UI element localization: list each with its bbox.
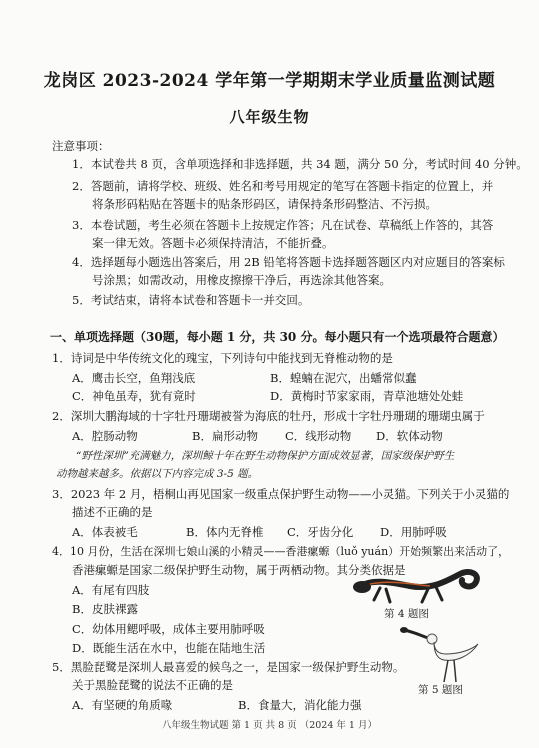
option: C．幼体用鳃呼吸，成体主要用肺呼吸 bbox=[72, 622, 265, 636]
option: D．用肺呼吸 bbox=[380, 525, 447, 539]
notes-item: 3．本卷试题，考生必须在答题卡上按规定作答；凡在试卷、草稿纸上作答的，其答 bbox=[72, 218, 494, 232]
option: C．牙齿分化 bbox=[287, 525, 354, 539]
option: A．有坚硬的角质喙 bbox=[72, 698, 173, 712]
question-stem: 描述不正确的是 bbox=[72, 505, 153, 519]
question-stem: 4．10 月份，生活在深圳七娘山溪的小精灵——香港瘰螈（luǒ yuán）开始频繁出来活动了， bbox=[52, 545, 510, 558]
option: D．既能生活在水中，也能在陆地生活 bbox=[72, 641, 266, 655]
option: B．体内无脊椎 bbox=[186, 525, 264, 539]
exam-title: 龙岗区 2023-2024 学年第一学期期末学业质量监测试题 bbox=[43, 71, 496, 91]
option: A．体表被毛 bbox=[72, 525, 138, 539]
notes-item: 5．考试结束，请将本试卷和答题卡一并交回。 bbox=[72, 293, 310, 307]
question-stem: 3．2023 年 2 月，梧桐山再见国家一级重点保护野生动物——小灵猫。下列关于小灵猫的 bbox=[52, 487, 510, 501]
notes-item: 1．本试卷共 8 页，含单项选择和非选择题，共 34 题，满分 50 分，考试时间 40 分钟。 bbox=[72, 157, 528, 171]
notes-item: 2．答题前，请将学校、班级、姓名和考号用规定的笔写在答题卡指定的位置上，并 bbox=[72, 179, 494, 193]
option: D．黄梅时节家家雨，青草池塘处处蛙 bbox=[270, 389, 464, 403]
option: B．扁形动物 bbox=[192, 429, 258, 443]
notes-item: 号涂黑；如需改动，用橡皮擦擦干净后，再选涂其他答案。 bbox=[92, 273, 391, 287]
section-heading: 一、单项选择题（30题，每小题 1 分，共 30 分。每小题只有一个选项最符合题意） bbox=[50, 330, 505, 344]
question-stem: 1．诗词是中华传统文化的瑰宝，下列诗句中能找到无脊椎动物的是 bbox=[52, 351, 393, 365]
question-stem: 香港瘰螈是国家二级保护野生动物，属于两栖动物。其分类依据是 bbox=[72, 563, 406, 577]
notes-item: 将条形码粘贴在答题卡的贴条形码区，请保持条形码整洁、不污损。 bbox=[92, 197, 437, 211]
question-stem: 2．深圳大鹏海域的十字牡丹珊瑚被誉为海底的牡丹，形成十字牡丹珊瑚的珊瑚虫属于 bbox=[52, 409, 485, 423]
question-stem: 关于黑脸琵鹭的说法不正确的是 bbox=[72, 678, 233, 692]
notes-item: 4．选择题每小题选出答案后，用 2B 铅笔将答题卡选择题答题区内对应题目的答案标 bbox=[72, 255, 505, 269]
figure-5-caption: 第 5 题图 bbox=[418, 684, 463, 696]
option: B．食量大，消化能力强 bbox=[238, 698, 362, 712]
passage-intro: “野性深圳”充满魅力，深圳鲸十年在野生动物保护方面成效显著，国家级保护野生 bbox=[76, 450, 455, 462]
exam-subject: 八年级生物 bbox=[229, 108, 310, 126]
option: C．线形动物 bbox=[285, 429, 352, 443]
passage-intro: 动物越来越多。依据以下内容完成 3-5 题。 bbox=[56, 468, 259, 480]
option: A．有尾有四肢 bbox=[72, 583, 150, 597]
spoonbill-image bbox=[400, 624, 490, 684]
option: B．皮肤裸露 bbox=[72, 602, 138, 616]
option: A．腔肠动物 bbox=[72, 429, 138, 443]
page-footer: 八年级生物试题 第 1 页 共 8 页 （2024 年 1 月） bbox=[161, 720, 377, 731]
figure-4-caption: 第 4 题图 bbox=[384, 608, 429, 620]
question-stem: 5．黑脸琵鹭是深圳人最喜爱的候鸟之一，是国家一级保护野生动物。 bbox=[52, 660, 405, 674]
option: C．神龟虽寿，犹有竟时 bbox=[72, 389, 196, 403]
option: D．软体动物 bbox=[376, 429, 443, 443]
option: A．鹰击长空，鱼翔浅底 bbox=[72, 371, 196, 385]
notes-heading: 注意事项： bbox=[52, 139, 110, 153]
newt-image bbox=[350, 560, 490, 610]
option: B．蝗蝻在泥穴，出蟠常似蠢 bbox=[270, 371, 417, 385]
notes-item: 案一律无效。答题卡必须保持清洁，不能折叠。 bbox=[92, 236, 334, 250]
